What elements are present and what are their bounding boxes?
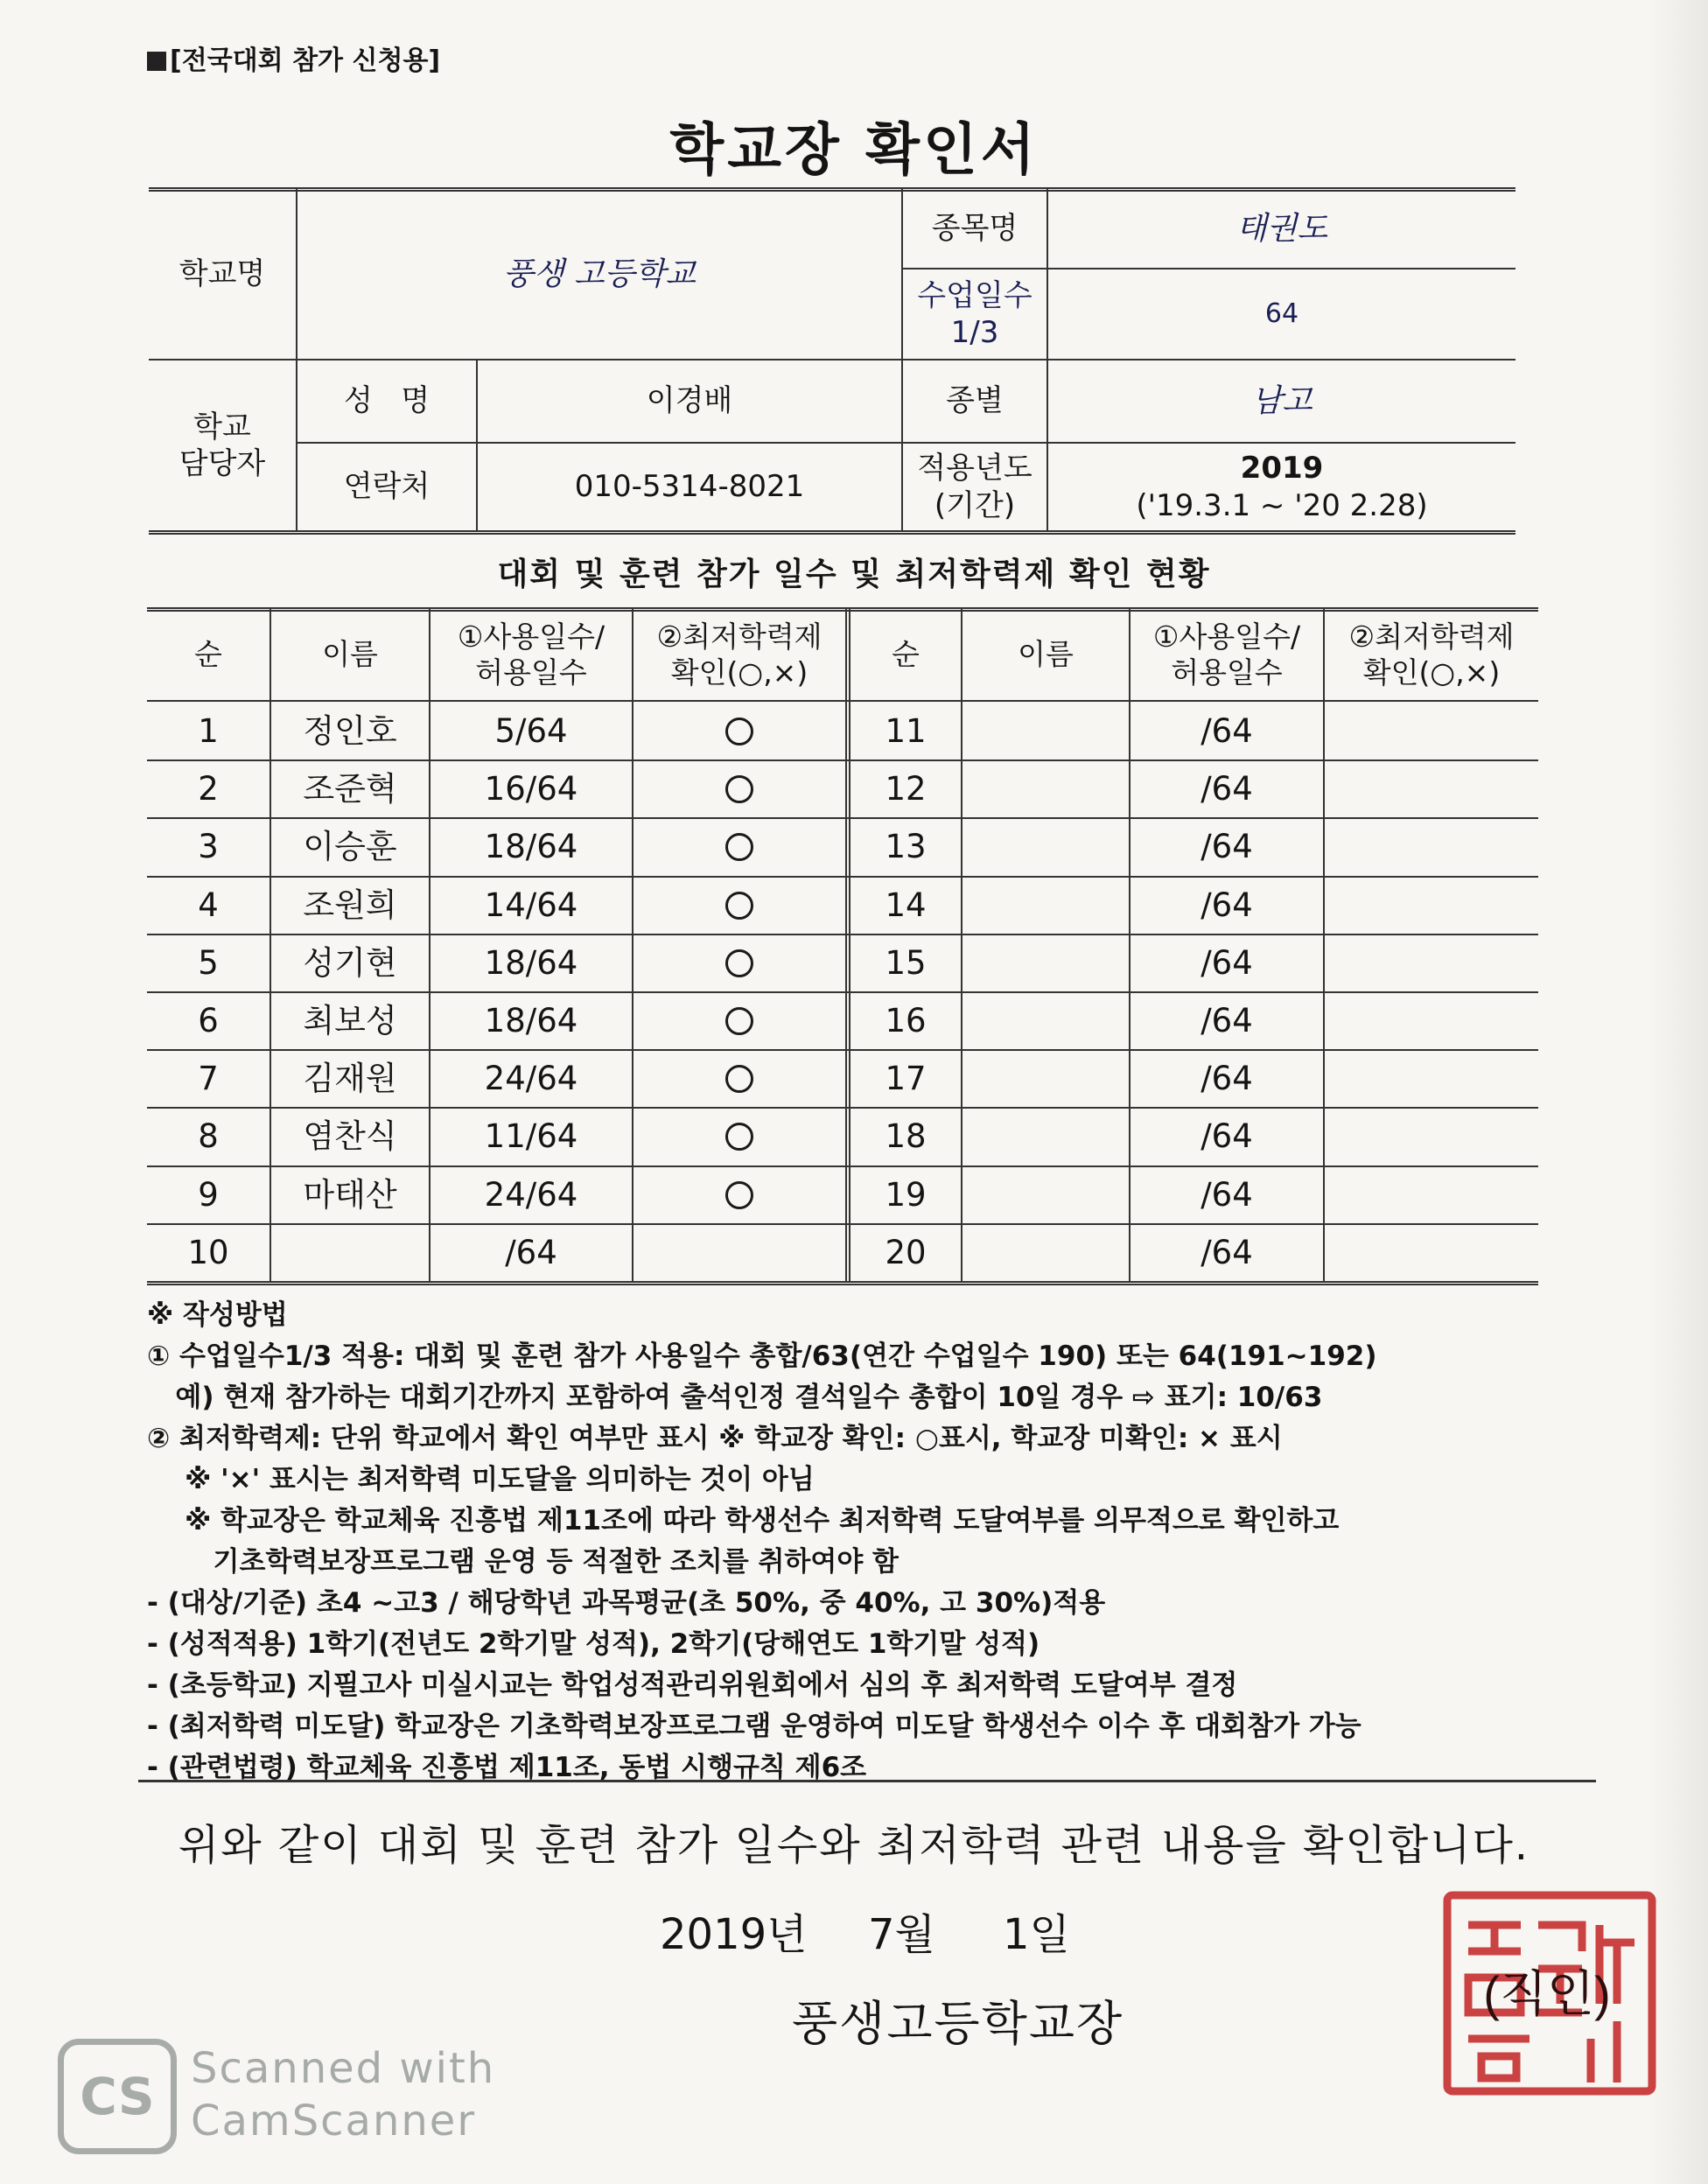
square-bullet-icon	[147, 52, 166, 71]
cell-days: 18/64	[484, 1001, 578, 1040]
instruction-line: ※ 작성방법	[147, 1299, 288, 1331]
header-name-2: 이름	[1018, 637, 1074, 672]
cell-seq2: 11	[885, 711, 927, 750]
cell-name: 염찬식	[303, 1117, 397, 1156]
cell-seq: 7	[198, 1060, 219, 1098]
header-days-2-line1: ①사용일수/	[1152, 619, 1301, 654]
cell-seq2: 12	[885, 770, 927, 808]
phone-value: 010-5314-8021	[574, 469, 805, 505]
min-academic-check-2	[1325, 1051, 1538, 1107]
cell-days2: /64	[1200, 943, 1253, 982]
header-days-2	[1130, 609, 1323, 700]
min-academic-check-2	[1325, 1167, 1538, 1223]
cell-name: 김재원	[303, 1060, 397, 1098]
instruction-line: ※ 학교장은 학교체육 진흥법 제11조에 따라 학생선수 최저학력 도달여부를 의무적으로 확인하고	[147, 1505, 1340, 1536]
instruction-line: ② 최저학력제: 단위 학교에서 확인 여부만 표시 ※ 학교장 확인: ○표시, 학교장 미확인: × 표시	[147, 1423, 1283, 1454]
cell-name2	[962, 878, 1129, 934]
header-days-line2: 허용일수	[475, 655, 587, 690]
cell-seq2: 17	[885, 1060, 927, 1098]
cell-seq2: 20	[885, 1233, 927, 1271]
document-title: 학교장 확인서	[669, 118, 1039, 183]
signer-title: 풍생고등학교장	[792, 1996, 1124, 2051]
cell-seq2: 13	[885, 828, 927, 866]
year-value-line2: ('19.3.1 ~ '20 2.28)	[1136, 487, 1428, 523]
header-min-2-line1: ②최저학력제	[1348, 619, 1515, 654]
header-days	[430, 609, 632, 700]
circle-mark-icon	[725, 718, 753, 746]
school-seal	[1442, 1890, 1657, 2096]
min-academic-check-2	[1325, 935, 1538, 991]
header-min-2-line2: 확인(○,×)	[1362, 655, 1501, 690]
phone-label: 연락처	[343, 469, 430, 505]
cell-name2	[962, 1167, 1129, 1223]
category-value: 남고	[1251, 383, 1312, 419]
cell-name2	[962, 993, 1129, 1049]
cell-days: 24/64	[484, 1175, 578, 1214]
instruction-line: ① 수업일수1/3 적용: 대회 및 훈련 참가 사용일수 총합/63(연간 수업일수 190) 또는 64(191~192)	[147, 1340, 1377, 1372]
cell-days2: /64	[1200, 886, 1253, 924]
cell-seq: 10	[187, 1233, 229, 1271]
cell-seq: 6	[198, 1001, 219, 1040]
class-days-label-line2: 1/3	[950, 315, 999, 350]
cell-days: 14/64	[484, 886, 578, 924]
cell-seq: 5	[198, 943, 219, 982]
instruction-line: ※ '×' 표시는 최저학력 미도달을 의미하는 것이 아님	[147, 1464, 815, 1495]
name-value: 이경배	[646, 383, 733, 419]
circle-mark-icon	[725, 833, 753, 861]
cell-name: 이승훈	[303, 828, 397, 866]
min-academic-check	[634, 819, 845, 875]
cell-days2: /64	[1200, 711, 1253, 750]
header-name: 이름	[322, 637, 378, 672]
cell-days: /64	[505, 1233, 557, 1271]
school-label: 학교명	[178, 256, 266, 291]
cell-days2: /64	[1200, 770, 1253, 808]
year-value-line1: 2019	[1240, 451, 1324, 486]
cell-name: 정인호	[303, 711, 397, 750]
date-day: 1일	[1003, 1910, 1070, 1959]
min-academic-check-2	[1325, 704, 1538, 760]
cell-days2: /64	[1200, 1175, 1253, 1214]
cell-name2	[962, 704, 1129, 760]
instructions	[147, 1295, 1600, 1788]
min-academic-check	[634, 1109, 845, 1165]
min-academic-check-2	[1325, 1225, 1538, 1281]
circle-mark-icon	[725, 892, 753, 920]
min-academic-check-2	[1325, 1109, 1538, 1165]
name-label: 성 명	[343, 383, 430, 419]
camscanner-logo: CS	[58, 2039, 177, 2154]
cell-name: 조원희	[303, 886, 397, 924]
form-tag	[147, 38, 440, 77]
section-title: 대회 및 훈련 참가 일수 및 최저학력제 확인 현황	[497, 556, 1211, 592]
header-seq-2: 순	[892, 637, 920, 672]
cell-days2: /64	[1200, 1117, 1253, 1156]
cell-seq: 2	[198, 770, 219, 808]
cell-days2: /64	[1200, 1060, 1253, 1098]
instruction-line: - (관련법령) 학교체육 진흥법 제11조, 동법 시행규칙 제6조	[147, 1752, 867, 1783]
cell-name2	[962, 1051, 1129, 1107]
header-min-line1: ②최저학력제	[656, 619, 822, 654]
min-academic-check	[634, 761, 845, 817]
cell-name	[271, 1225, 429, 1281]
instruction-line: - (대상/기준) 초4 ~고3 / 해당학년 과목평균(초 50%, 중 40%, 고 30%)적용	[147, 1587, 1106, 1619]
header-min-academic	[634, 609, 845, 700]
header-seq: 순	[194, 637, 222, 672]
circle-mark-icon	[725, 949, 753, 977]
cell-seq2: 16	[885, 1001, 927, 1040]
header-days-line1: ①사용일수/	[457, 619, 606, 654]
form-tag-text: [전국대회 참가 신청용]	[170, 46, 441, 76]
min-academic-check-2	[1325, 878, 1538, 934]
cell-seq2: 15	[885, 943, 927, 982]
confirm-statement: 위와 같이 대회 및 훈련 참가 일수와 최저학력 관련 내용을 확인합니다.	[178, 1821, 1530, 1870]
contact-person-label	[149, 360, 296, 530]
instruction-line: - (초등학교) 지필고사 미실시교는 학업성적관리위원회에서 심의 후 최저학력 도달여부 결정	[147, 1670, 1238, 1701]
cell-days2: /64	[1200, 828, 1253, 866]
class-days-value: 64	[1264, 298, 1299, 330]
cell-seq: 9	[198, 1175, 219, 1214]
cell-days: 18/64	[484, 943, 578, 982]
cell-seq2: 18	[885, 1117, 927, 1156]
header-min-line2: 확인(○,×)	[670, 655, 808, 690]
class-days-label	[903, 270, 1046, 359]
cell-seq: 3	[198, 828, 219, 866]
min-academic-check-2	[1325, 761, 1538, 817]
instruction-line: 기초학력보장프로그램 운영 등 적절한 조치를 취하여야 함	[147, 1546, 900, 1578]
min-academic-check	[634, 1225, 845, 1281]
cell-seq2: 19	[885, 1175, 927, 1214]
instruction-line: - (성적적용) 1학기(전년도 2학기말 성적), 2학기(당해연도 1학기말 성적)	[147, 1628, 1040, 1660]
seal-stamp-icon	[1442, 1890, 1657, 2096]
circle-mark-icon	[725, 1065, 753, 1093]
cell-seq: 4	[198, 886, 219, 924]
cell-seq: 8	[198, 1117, 219, 1156]
year-value	[1048, 444, 1516, 530]
event-value: 태권도	[1236, 210, 1328, 247]
min-academic-check	[634, 704, 845, 760]
cell-name: 최보성	[303, 1001, 397, 1040]
instruction-line: 예) 현재 참가하는 대회기간까지 포함하여 출석인정 결석일수 총합이 10일 경우 ⇨ 표기: 10/63	[147, 1382, 1323, 1413]
date-year: 2019년	[660, 1910, 808, 1959]
cell-name2	[962, 819, 1129, 875]
min-academic-check-2	[1325, 819, 1538, 875]
cell-days: 24/64	[484, 1060, 578, 1098]
year-label-line1: 적용년도	[917, 451, 1032, 486]
min-academic-check	[634, 935, 845, 991]
year-label	[903, 444, 1046, 530]
cell-seq: 1	[198, 711, 219, 750]
contact-person-label-line1: 학교	[193, 409, 251, 444]
school-value: 풍생 고등학교	[502, 256, 696, 292]
min-academic-check	[634, 878, 845, 934]
circle-mark-icon	[725, 1123, 753, 1151]
circle-mark-icon	[725, 1007, 753, 1035]
header-days-2-line2: 허용일수	[1171, 655, 1283, 690]
watermark-line1: Scanned with	[191, 2044, 496, 2093]
cell-seq2: 14	[885, 886, 927, 924]
min-academic-check-2	[1325, 993, 1538, 1049]
cell-name: 성기현	[303, 943, 397, 982]
cell-name: 마태산	[303, 1175, 397, 1214]
cell-name: 조준혁	[303, 770, 397, 808]
cell-name2	[962, 1109, 1129, 1165]
contact-person-label-line2: 담당자	[178, 446, 266, 481]
cell-days: 11/64	[484, 1117, 578, 1156]
min-academic-check	[634, 1167, 845, 1223]
min-academic-check	[634, 1051, 845, 1107]
category-label: 종별	[946, 383, 1004, 419]
cell-days2: /64	[1200, 1001, 1253, 1040]
cell-name2	[962, 761, 1129, 817]
cell-days2: /64	[1200, 1233, 1253, 1271]
cell-name2	[962, 935, 1129, 991]
cell-days: 5/64	[494, 711, 568, 750]
circle-mark-icon	[725, 1181, 753, 1209]
cell-name2	[962, 1225, 1129, 1281]
class-days-label-line1: 수업일수	[917, 277, 1032, 313]
min-academic-check	[634, 993, 845, 1049]
year-label-line2: (기간)	[934, 487, 1016, 523]
cell-days: 18/64	[484, 828, 578, 866]
header-min-academic-2	[1325, 609, 1538, 700]
date-month: 7월	[868, 1910, 935, 1959]
notes-divider	[138, 1780, 1596, 1782]
seal-label: (직인)	[1483, 1966, 1611, 2021]
cell-days: 16/64	[484, 770, 578, 808]
event-label: 종목명	[931, 210, 1018, 246]
watermark-line2: CamScanner	[191, 2096, 477, 2146]
instruction-line: - (최저학력 미도달) 학교장은 기초학력보장프로그램 운영하여 미도달 학생선수 이수 후 대회참가 가능	[147, 1711, 1362, 1742]
circle-mark-icon	[725, 775, 753, 803]
